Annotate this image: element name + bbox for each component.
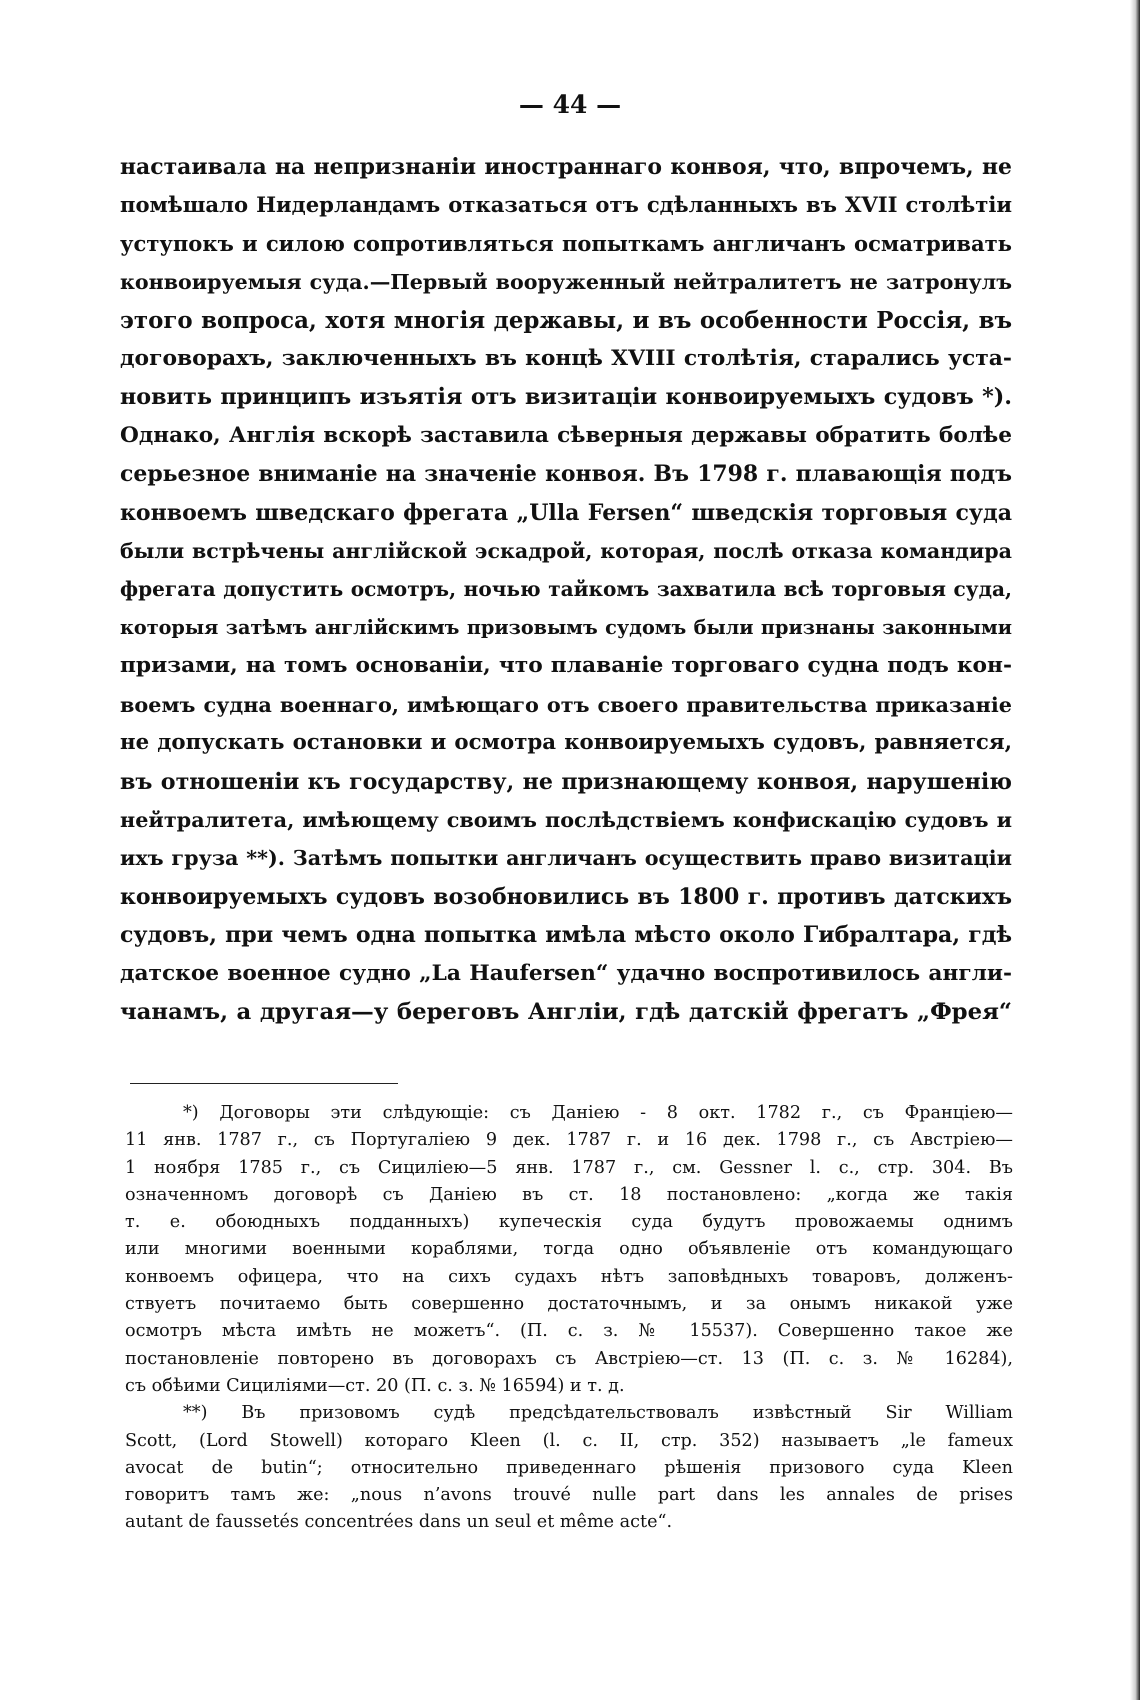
footnote-line: постановленіе повторено въ договорахъ съ Австріею—ст. 13 (П. с. з. № 16284), xyxy=(125,1348,1013,1369)
text-line: не допускать остановки и осмотра конвоируемыхъ судовъ, равняется, xyxy=(120,730,1012,756)
text-line: уступокъ и силою сопротивляться попыткамъ англичанъ осматривать xyxy=(120,230,1012,256)
scan-edge-shadow xyxy=(1130,0,1140,1700)
footnote-line: съ обѣими Сициліями—ст. 20 (П. с. з. № 16594) и т. д. xyxy=(125,1375,625,1396)
text-line: Однако, Англія вскорѣ заставила сѣверныя державы обратить болѣе xyxy=(120,422,1012,448)
footnote-line: **) Въ призовомъ судѣ предсѣдательствовалъ извѣстный Sir William xyxy=(183,1403,1013,1424)
footnote-line: означенномъ договорѣ съ Даніею въ ст. 18 постановлено: „когда же такія xyxy=(125,1184,1013,1205)
main-text-body xyxy=(120,148,1012,1031)
text-line: новить принципъ изъятія отъ визитаціи конвоируемыхъ судовъ *). xyxy=(120,384,1012,411)
footnote-line: говоритъ тамъ же: „nous n’avons trouvé nulle part dans les annales de prises xyxy=(125,1485,1013,1506)
text-line: были встрѣчены англійской эскадрой, которая, послѣ отказа командира xyxy=(120,539,1012,564)
text-line: датское военное судно „La Haufersen“ удачно воспротивилось англи- xyxy=(120,960,1012,986)
text-line: фрегата допустить осмотръ, ночью тайкомъ захватила всѣ торговыя суда, xyxy=(120,577,1012,602)
text-line: серьезное вниманіе на значеніе конвоя. Въ 1798 г. плавающія подъ xyxy=(120,461,1012,488)
page-number: — 44 — xyxy=(518,90,622,119)
footnote-line: autant de faussetés concentrées dans un seul et même acte“. xyxy=(125,1512,673,1533)
footnote-separator xyxy=(130,1083,398,1084)
footnote-line: конвоемъ офицера, что на сихъ судахъ нѣтъ заповѣдныхъ товаровъ, долженъ- xyxy=(125,1266,1013,1287)
text-line: въ отношеніи къ государству, не признающему конвоя, нарушенію xyxy=(120,768,1012,795)
text-line: призами, на томъ основаніи, что плаваніе торговаго судна подъ кон- xyxy=(120,653,1012,679)
footnote-line: avocat de butin“; относительно приведеннаго рѣшенія призового суда Kleen xyxy=(125,1457,1013,1478)
text-line: судовъ, при чемъ одна попытка имѣла мѣсто около Гибралтара, гдѣ xyxy=(120,922,1012,949)
text-line: конвоируемыя суда.—Первый вооруженный нейтралитетъ не затронулъ xyxy=(120,270,1012,295)
text-line: воемъ судна военнаго, имѣющаго отъ своего правительства приказаніе xyxy=(120,691,1012,717)
text-line: конвоируемыхъ судовъ возобновились въ 1800 г. противъ датскихъ xyxy=(120,883,1012,910)
text-line: ихъ груза **). Затѣмъ попытки англичанъ осуществить право визитаціи xyxy=(120,846,1012,871)
footnote-line: ствуетъ почитаемо быть совершенно достаточнымъ, и за онымъ никакой уже xyxy=(125,1294,1013,1315)
footnote-line: 1 ноября 1785 г., съ Сициліею—5 янв. 1787 г., см. Gessner l. c., стр. 304. Въ xyxy=(125,1157,1013,1178)
footnote-line: *) Договоры эти слѣдующіе: съ Даніею - 8 окт. 1782 г., съ Франціею— xyxy=(183,1103,1013,1123)
footnote-line: осмотръ мѣста имѣть не можетъ“. (П. с. з. № 15537). Совершенно такое же xyxy=(125,1321,1013,1342)
footnotes xyxy=(125,1100,1013,1537)
footnote-line: или многими военными кораблями, тогда одно объявленіе отъ командующаго xyxy=(125,1239,1013,1260)
text-line: этого вопроса, хотя многія державы, и въ особенности Россія, въ xyxy=(120,307,1012,334)
text-line: помѣшало Нидерландамъ отказаться отъ сдѣланныхъ въ XVII столѣтіи xyxy=(120,192,1012,218)
text-line: конвоемъ шведскаго фрегата „Ulla Fersen“ шведскія торговыя суда xyxy=(120,499,1012,526)
text-line: которыя затѣмъ англійскимъ призовымъ судомъ были признаны законными xyxy=(120,615,1012,639)
text-line: чанамъ, а другая—у береговъ Англіи, гдѣ датскій фрегатъ „Фрея“ xyxy=(120,998,1012,1025)
text-line: нейтралитета, имѣющему своимъ послѣдствіемъ конфискацію судовъ и xyxy=(120,806,1012,832)
footnote-line: 11 янв. 1787 г., съ Португаліею 9 дек. 1787 г. и 16 дек. 1798 г., съ Австріею— xyxy=(125,1130,1013,1151)
text-line: договорахъ, заключенныхъ въ концѣ XVIII столѣтія, старались уста- xyxy=(120,346,1012,372)
text-line: настаивала на непризнаніи иностраннаго конвоя, что, впрочемъ, не xyxy=(120,154,1012,180)
footnote-line: Scott, (Lord Stowell) котораго Kleen (l. c. II, стр. 352) называетъ „le fameux xyxy=(125,1430,1013,1451)
footnote-line: т. е. обоюдныхъ подданныхъ) купеческія суда будутъ провожаемы однимъ xyxy=(125,1212,1013,1233)
